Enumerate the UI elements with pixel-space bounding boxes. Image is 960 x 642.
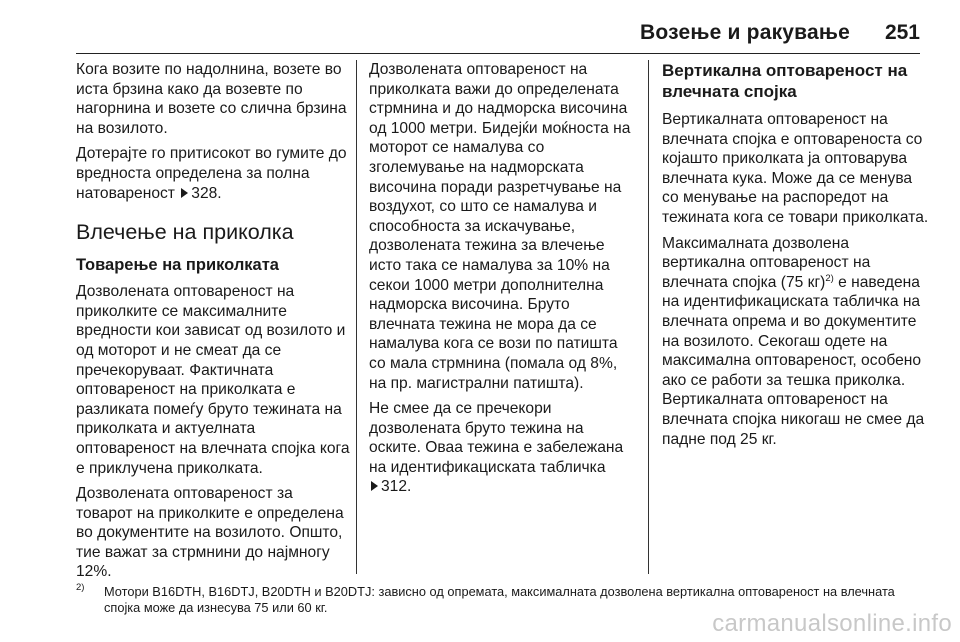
paragraph-altitude: Дозволената оптовареност на приколката важи до определената стрмнина и до надморска височина од 1000 метри. Бидејќи моќноста на моторот се намалува со зголемување на надморската височина поради разретчување на воздухот, со што се намалува и способноста за искачување, дозволената тежина за влечење исто така се намалува за 10% на секои 1000 метри дополнителна надморска височина. Бруто влечната тежина не мора да се намалува кога се вози по патишта со мала стрмнина (помала од 8%, на пр. магистрални патишта). (369, 61, 631, 392)
paragraph-coupling-max-text-a: Максималната дозволена вертикална оптовареност на влечната спојка (75 кг) (662, 234, 871, 291)
page-number: 251 (884, 21, 920, 44)
watermark: carmanualsonline.info (712, 610, 952, 637)
page-reference-link[interactable]: 312. (381, 478, 412, 496)
paragraph-axle-weight-text: Не смее да се пречекори дозволената бруто тежина на оските. Оваа тежина е забележана на идентификациската табличка (369, 400, 624, 476)
paragraph-tyre-pressure (76, 144, 350, 203)
column-left (76, 60, 350, 588)
column-middle (369, 60, 637, 503)
heading-coupling-load: Вертикална оптовареност на влечната спојка (662, 61, 908, 101)
cross-reference-arrow-icon (181, 188, 188, 198)
paragraph-coupling-max-text-b: е наведена на идентификациската табличка на влечната опрема и во документите на возилото. Секогаш одете на максимална оптовареност, особено ако се работи за тешка приколка. Вертикалната оптовареност на влечната спојка никогаш не смее да падне под 25 кг. (662, 273, 925, 448)
heading-trailer-loading: Товарење на приколката (76, 256, 279, 275)
header-divider (76, 53, 920, 54)
paragraph-coupling-definition: Вертикалната оптовареност на влечната спојка е оптовареноста со којашто приколката ја оптоварува влечната кука. Може да се менува со менување на распоредот на тежината кога се товари приколката. (662, 111, 929, 226)
paragraph-trailer-load: Дозволената оптовареност на приколките се максималните вредности кои зависат од возилото и од моторот и не смеат да се пречекоруваат. Фактичната оптовареност на приколката е разликата помеѓу бруто тежината на приколката и актуелната оптовареност на влечната спојка кога е приклучена приколката. (76, 283, 350, 477)
section-title: Возење и ракување (640, 21, 850, 44)
heading-trailer-towing: Влечење на приколка (76, 220, 294, 245)
footnote-marker: 2) (825, 272, 834, 284)
column-divider (356, 60, 357, 574)
page-header (0, 0, 960, 56)
column-right (662, 60, 930, 455)
paragraph-permitted-load: Дозволената оптовареност за товарот на приколките е определена во документите на возилото. Општо, тие важат за стрмнини до најмногу 12%. (76, 485, 344, 581)
footnote-text: Мотори B16DTH, B16DTJ, B20DTH и B20DTJ: зависно од опремата, максималната дозволена вертикална оптовареност на влечната спојка може да изнесува 75 или 60 кг. (104, 584, 895, 615)
column-divider (648, 60, 649, 574)
page-reference-link[interactable]: 328. (191, 184, 222, 202)
paragraph-downhill: Кога возите по надолнина, возете во иста брзина како да возевте по нагорнина и возете со слична брзина на возилото. (76, 61, 347, 137)
paragraph-coupling-max (662, 234, 930, 450)
paragraph-axle-weight (369, 399, 637, 497)
paragraph-tyre-pressure-text: Дотерајте го притисокот во гумите до вредноста определена за полна натовареност (76, 145, 347, 202)
cross-reference-arrow-icon (371, 481, 378, 491)
footnote-number: 2) (76, 582, 85, 593)
